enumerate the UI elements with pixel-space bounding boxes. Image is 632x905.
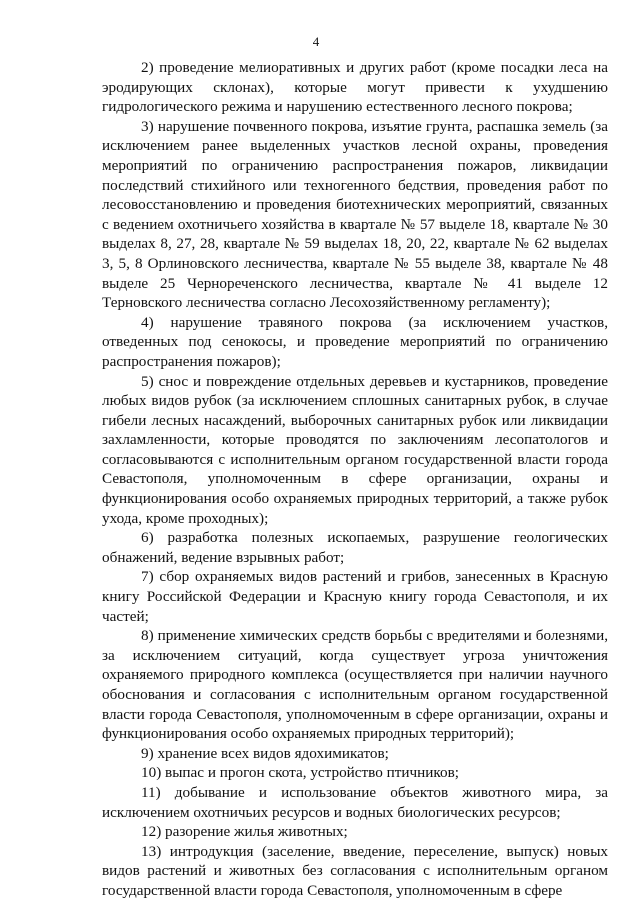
list-item-2: 2) проведение мелиоративных и других работ (кроме посадки леса на эродирующих склонах), которые могут привести к ухудшению гидрологического режима и нарушению естественного лесного покрова; (102, 59, 608, 116)
list-item-4: 4) нарушение травяного покрова (за исключением участков, отведенных под сенокосы, и проведение мероприятий по ограничению распространения пожаров); (102, 313, 608, 370)
list-item-6: 6) разработка полезных ископаемых, разрушение геологических обнажений, ведение взрывных работ; (102, 529, 608, 566)
regulation-text (102, 58, 608, 901)
list-item-10: 10) выпас и прогон скота, устройство птичников; (141, 764, 460, 782)
list-item-9: 9) хранение всех видов ядохимикатов; (141, 744, 389, 762)
list-item-13: 13) интродукция (заселение, введение, переселение, выпуск) новых видов растений и животных без согласования с исполнительным органом государственной власти города Севастополя, уполномоченным в сфере (102, 842, 608, 899)
list-item-5: 5) снос и повреждение отдельных деревьев и кустарников, проведение любых видов рубок (за исключением сплошных санитарных рубок, в случае гибели лесных насаждений, выборочных санитарных рубок или ликвидации захламленности, которые проводятся по заключениям лесопатологов и согласовываются с исполнительным органом государственной власти города Севастополя, уполномоченным в сфере организации, охраны и функционирования особо охраняемых природных территорий, а также рубок ухода, кроме проходных); (102, 372, 608, 527)
list-item-7: 7) сбор охраняемых видов растений и грибов, занесенных в Красную книгу Российской Федерации и Красную книгу города Севастополя, и их частей; (102, 568, 608, 625)
list-item-11: 11) добывание и использование объектов животного мира, за исключением охотничьих ресурсов и водных биологических ресурсов; (102, 783, 608, 821)
list-item-8: 8) применение химических средств борьбы с вредителями и болезнями, за исключением ситуаций, когда существует угроза уничтожения охраняемого природного комплекса (осуществляется при наличии научного обоснования и согласования с исполнительным органом государственной власти города Севастополя, уполномоченным в сфере организации, охраны и функционирования особо охраняемых природных территорий); (102, 627, 608, 743)
page-number: 4 (312, 34, 320, 49)
list-item-3: 3) нарушение почвенного покрова, изъятие грунта, распашка земель (за исключением ранее выделенных участков лесной охраны, проведения мероприятий по ограничению распространения пожаров, ликвидации последствий стихийного или техногенного бедствия, проведения работ по лесовосстановлению и проведения биотехнических мероприятий, связанных с ведением охотничьего хозяйства в квартале № 57 выделе 18, квартале № 30 выделах 8, 27, 28, квартале № 59 выделах 18, 20, 22, квартале № 62 выделах 3, 5, 8 Орлиновского лесничества, квартале № 55 выделе 38, квартале № 48 выделе 25 Чернореченского лесничества, квартале № 41 выделе 12 Терновского лесничества согласно Лесохозяйственному регламенту); (102, 117, 608, 312)
list-item-12: 12) разорение жилья животных; (141, 823, 348, 841)
